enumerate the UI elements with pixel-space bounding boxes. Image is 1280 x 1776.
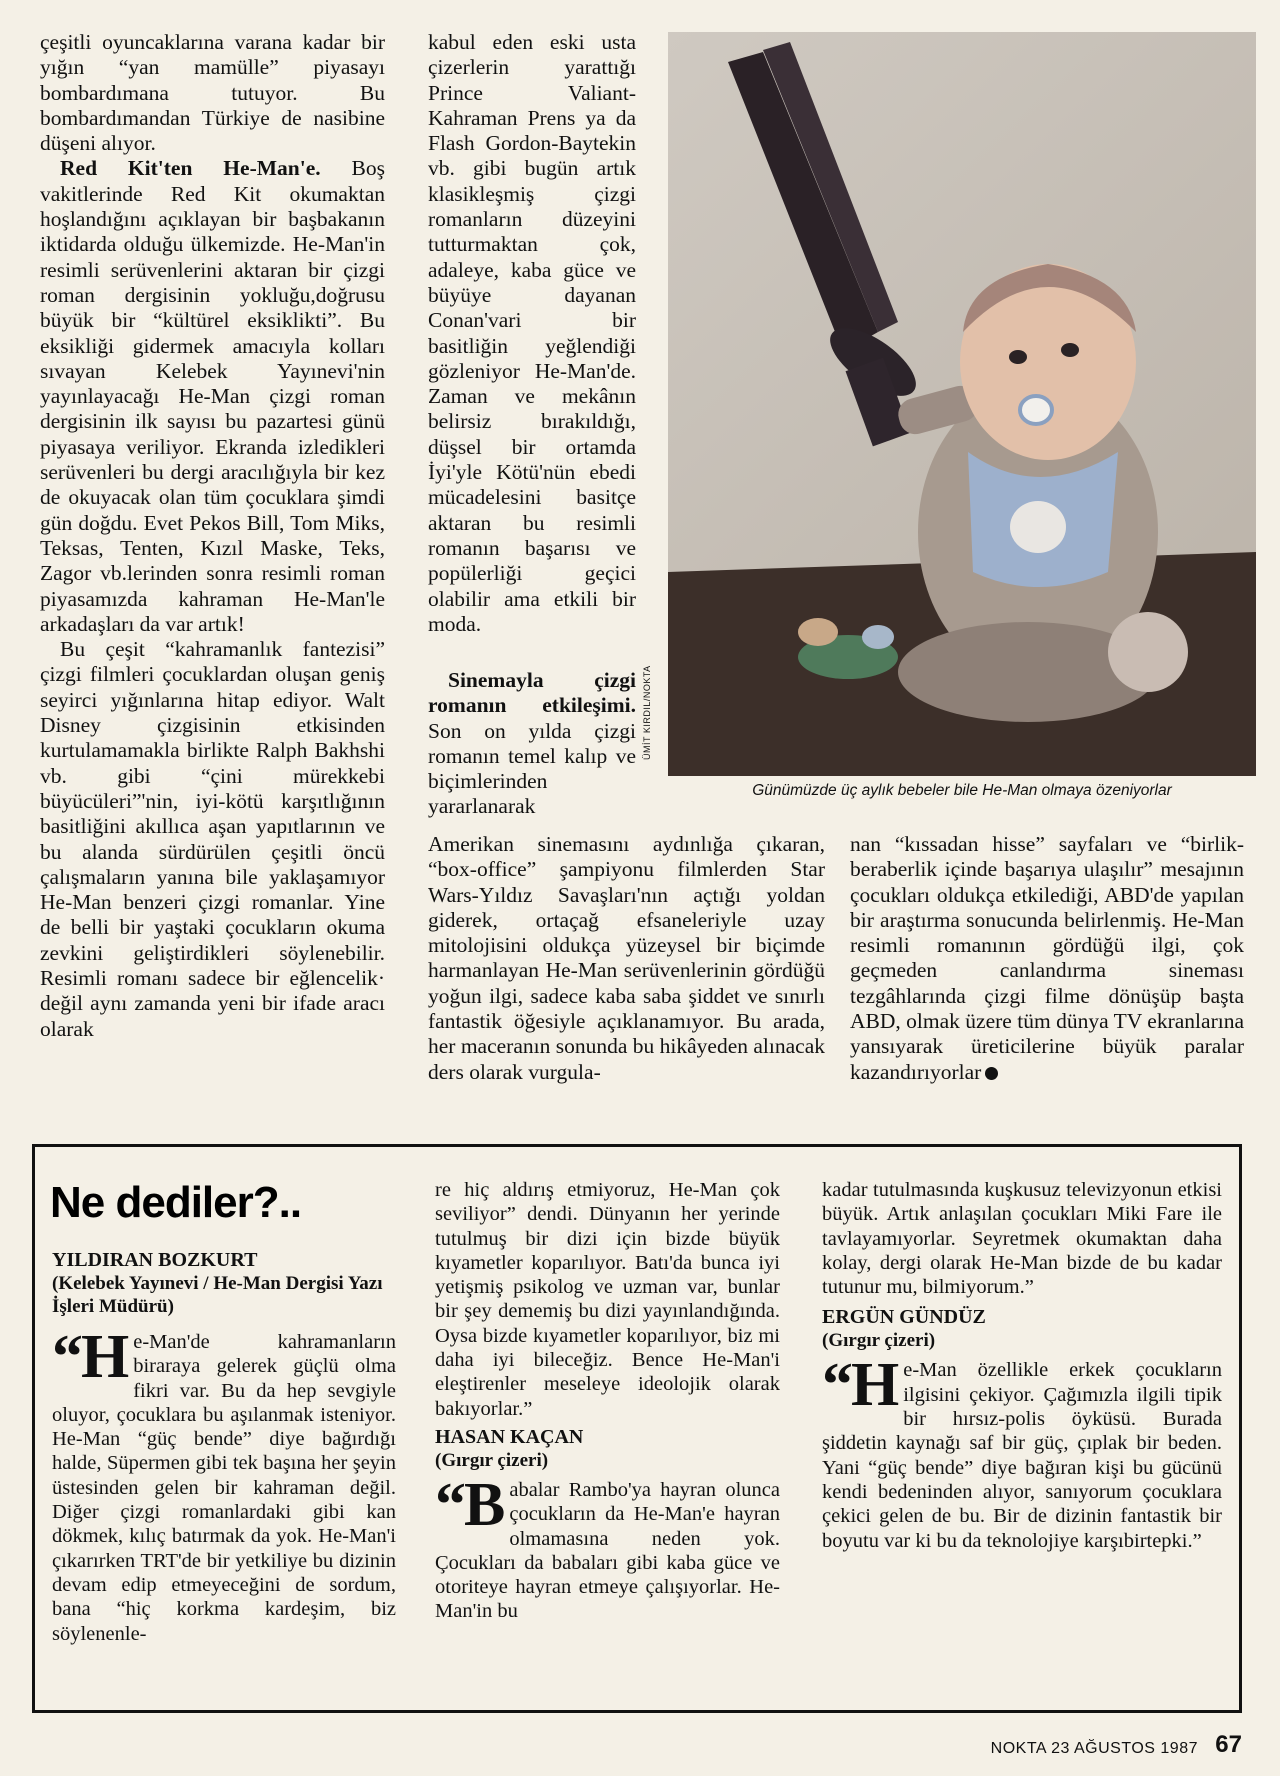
photo-illustration: [668, 32, 1256, 776]
paragraph: Amerikan sinemasını aydınlığa çıkaran, “box-office” şampiyonu filmlerden Star Wars-Yıldız Savaşları'nın açtığı yoldan giderek, ortaçağ efsaneleriyle uzay mitolojisini oldukça yüzeysel bir biçimde harmanlayan He-Man serüvenlerinin gördüğü yoğun ilgi, sadece kaba saba şiddet ve sınırlı fantastik öğesiyle açıklanamıyor. Bu arada, her maceranın sonunda bu hikâyeden alınacak ders olarak vurgula-: [428, 832, 825, 1084]
quote-author: YILDIRAN BOZKURT: [52, 1249, 258, 1271]
paragraph: [850, 832, 1244, 1085]
drop-cap: “B: [435, 1470, 504, 1539]
article-column-2-lower: [428, 668, 636, 820]
quote-column-3: [822, 1178, 1222, 1553]
subhead: Sinemayla çizgi romanın etkileşimi.: [428, 668, 636, 718]
photo-caption: Günümüzde üç aylık bebeler bile He-Man olmaya özeniyorlar: [752, 782, 1172, 799]
drop-cap: “H: [52, 1323, 128, 1391]
paragraph: [40, 156, 385, 637]
quote-body: abalar Rambo'ya hayran olunca çocukların da He-Man'e hayran olmamasına neden yok. Çocukları da babaları gibi kaba güce ve otoriteye hayran etmeye çalışıyorlar. He-Man'in bu: [435, 1478, 780, 1623]
article-column-2: [428, 30, 636, 637]
photo-credit: ÜMİT KIRDIL/NOKTA: [642, 665, 652, 760]
issue-line: NOKTA 23 AĞUSTOS 1987: [990, 1740, 1198, 1757]
quote-column-1: [52, 1248, 396, 1646]
paragraph: çeşitli oyuncaklarına varana kadar bir yığın “yan mamülle” piyasayı bombardımana tutuyor. Bu bombardımandan Türkiye de nasibine düşeni alıyor.: [40, 30, 385, 156]
quote-body: e-Man özellikle erkek çocukların ilgisini çekiyor. Çağımızla ilgili tipik bir hırsız-polis öyküsü. Burada şiddetin kaynağı saf bir güç, çıplak bir beden. Yani “güç bende” diye bağıran kişi bu gücünü kendi bedeninden alıyor, sanıyorum çocuklara çekici gelen de bu. Bir de dizinin fantastik bir boyutu var ki bu da teknolojiye karşıbirtepki.”: [822, 1359, 1222, 1552]
subhead: Red Kit'ten He-Man'e.: [60, 156, 321, 181]
quote-body: e-Man'de kahramanların biraraya gelerek güçlü olma fikri var. Bu da hep sevgiyle oluyor, çocuklara bu aşılanmak isteniyor. He-Man “güç bende” diye bağırdığı halde, Süpermen gibi tek başına her şeyin üstesinden gelen bir kahraman değil. Diğer çizgi romanlardaki gibi kan dökmek, kılıç batırmak da yok. He-Man'i çıkarırken TRT'de bir yetkiliye bu dizinin devam edip etmeyeceğini de sordum, bana “hiç korkma kardeşim, biz söylenenle-: [52, 1331, 396, 1645]
quote-text: [52, 1323, 396, 1646]
quote-author-role: (Gırgır çizeri): [822, 1330, 936, 1352]
photo-baby-with-sword: [668, 32, 1256, 776]
quote-continuation: kadar tutulmasında kuşkusuz televizyonun etkisi büyük. Artık anlaşılan çocukları Miki Fare ile tavlayamıyorlar. Seyretmek okumaktan daha kolay, dergi olarak He-Man bizde de bu kadar tutunur mu, bilmiyorum.”: [822, 1179, 1222, 1299]
paragraph-text: Son on yılda çizgi romanın temel kalıp ve biçimlerinden yararlanarak: [428, 718, 636, 819]
paragraph: kabul eden eski usta çizerlerin yarattığı Prince Valiant-Kahraman Prens ya da Flash Gordon-Baytekin vb. gibi bugün artık klasikleşmiş çizgi romanların düzeyini tutturmaktan çok, adaleye, kaba güce ve büyüye dayanan Conan'vari bir basitliğin yeğlendiği gözleniyor He-Man'de. Zaman ve mekânın belirsiz bırakıldığı, düşsel bir ortamda İyi'yle Kötü'nün ebedi mücadelesini basitçe aktaran bu resimli romanın başarısı ve popülerliği geçici olabilir ama etkili bir moda.: [428, 30, 636, 636]
end-mark-icon: [985, 1067, 998, 1080]
drop-cap: “H: [822, 1351, 898, 1420]
quote-author-role: (Kelebek Yayınevi / He-Man Dergisi Yazı İşleri Müdürü): [52, 1273, 383, 1317]
paragraph-text: Boş vakitlerinde Red Kit okumaktan hoşlandığını açıklayan bir başbakanın iktidarda olduğu ülkemizde. He-Man'in resimli serüvenlerini aktaran bir çizgi roman dergisinin yokluğu,doğrusu büyük bir “kültürel eksiklikti”. Bu eksikliği gidermek amacıyla kolları sıvayan Kelebek Yayınevi'nin yayınlayacağı He-Man çizgi roman dergisinin ilk sayısı bu pazartesi günü piyasaya veriliyor. Ekranda izledikleri serüvenleri bu dergi aracılığıyla bir kez de okuyacak olan tüm çocuklara şimdi gün doğdu. Evet Pekos Bill, Tom Miks, Teksas, Tenten, Kızıl Maske, Teks, Zagor vb.lerinden sonra resimli roman piyasamızda kahraman He-Man'le arkadaşları da var artık!: [40, 156, 385, 636]
quote-text: [435, 1470, 780, 1624]
quote-continuation: re hiç aldırış etmiyoruz, He-Man çok seviliyor” dendi. Dünyanın her yerinde tutulmuş bir dizi için bizde büyük kıyametler koparılıyor. Batı'da bunca iyi yetişmiş psikolog ve uzman var, bunlar bir şey dememiş bu dizi yayınlandığında. Oysa bizde kıyametler koparılıyor, biz mi daha iyi bileceğiz. Bence He-Man'i eleştirenler meseleye ideolojik olarak bakıyorlar.”: [435, 1179, 780, 1420]
quote-author-role: (Gırgır çizeri): [435, 1449, 549, 1471]
page-number: 67: [1215, 1731, 1242, 1758]
quote-author: ERGÜN GÜNDÜZ: [822, 1306, 986, 1329]
paragraph: [428, 668, 636, 820]
box-title: Ne dediler?..: [50, 1178, 302, 1227]
article-column-2-bottom: [428, 832, 825, 1085]
quote-author: HASAN KAÇAN: [435, 1425, 584, 1448]
paragraph: Bu çeşit “kahramanlık fantezisi” çizgi filmleri çocuklardan oluşan geniş seyirci yığınlarına hitap ediyor. Walt Disney çizgisinin etkisinden kurtulamamakla birlikte Ralph Bakhshi vb. gibi “çini mürekkebi büyücüleri”'nin, iyi-kötü karşıtlığının basitliğini akıllıca aşan yapıtlarının ve bu alanda sürdürülen çeşitli öncü çalışmaların yanına bile yaklaşamıyor He-Man benzeri çizgi romanlar. Yine de belli bir yaştaki çocukların okuma zevkini geliştirdikleri söylenebilir. Resimli romanı sadece bir eğlencelik· değil aynı zamanda yeni bir ifade aracı olarak: [40, 637, 385, 1041]
paragraph-text: nan “kıssadan hisse” sayfaları ve “birlik-beraberlik içinde başarıya ulaşılır” mesajının çocukları oldukça etkilediği, ABD'de yapılan bir araştırma sonucunda belirlenmiş. He-Man resimli romanının gördüğü ilgi, çok geçmeden canlandırma sineması tezgâhlarında çizgi filme dönüşüp başta ABD, olmak üzere tüm dünya TV ekranlarına yansıyarak üreticilerine büyük paralar kazandırıyorlar: [850, 832, 1244, 1084]
article-column-3-bottom: [850, 832, 1244, 1085]
quote-text: [822, 1351, 1222, 1552]
quote-column-2: [435, 1178, 780, 1624]
article-column-1: [40, 30, 385, 1042]
